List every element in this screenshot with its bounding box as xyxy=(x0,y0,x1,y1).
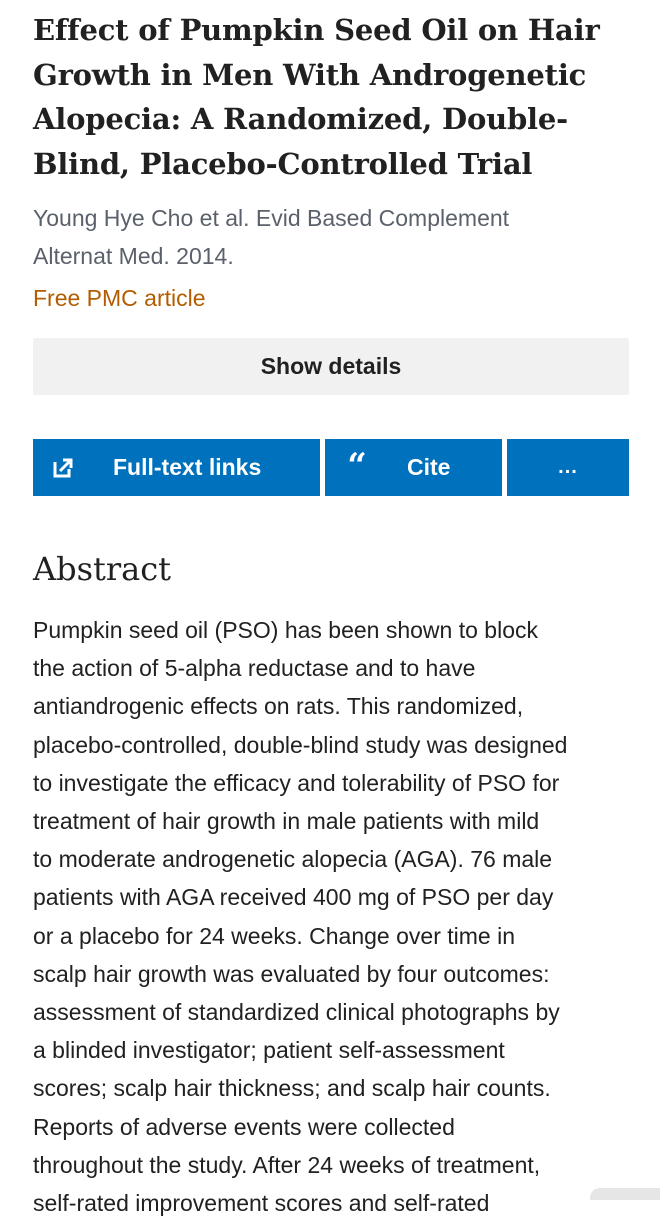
full-text-links-label: Full-text links xyxy=(113,454,262,480)
abstract-line: scores; scalp hair thickness; and scalp hair counts. xyxy=(33,1075,551,1102)
abstract-line: scalp hair growth was evaluated by four outcomes: xyxy=(33,960,550,987)
article-citation xyxy=(33,199,633,275)
abstract-line: Pumpkin seed oil (PSO) has been shown to block xyxy=(33,617,538,643)
article-title xyxy=(33,8,633,186)
action-bar xyxy=(33,439,629,496)
scroll-indicator[interactable] xyxy=(590,1188,660,1200)
abstract-line: treatment of hair growth in male patients with mild xyxy=(33,808,540,835)
full-text-links-button[interactable] xyxy=(33,439,320,496)
abstract-heading: Abstract xyxy=(33,550,172,588)
cite-label: Cite xyxy=(407,454,451,480)
show-details-button[interactable]: Show details xyxy=(33,338,629,395)
article-title-line: Growth in Men With Androgenetic xyxy=(33,57,587,92)
abstract-text xyxy=(33,611,633,1222)
citation-line: Young Hye Cho et al. Evid Based Complement xyxy=(33,205,510,231)
article-title-line: Effect of Pumpkin Seed Oil on Hair xyxy=(33,13,600,47)
abstract-line: the action of 5-alpha reductase and to have xyxy=(33,655,476,682)
abstract-line: Reports of adverse events were collected xyxy=(33,1113,455,1140)
abstract-line: placebo-controlled, double-blind study was designed xyxy=(33,731,568,758)
citation-line: Alternat Med. 2014. xyxy=(33,243,234,269)
abstract-line: a blinded investigator; patient self-assessment xyxy=(33,1037,505,1064)
cite-button[interactable] xyxy=(325,439,502,496)
external-link-icon xyxy=(52,457,74,479)
abstract-line: self-rated improvement scores and self-rated xyxy=(33,1190,490,1217)
more-actions-label: ... xyxy=(558,456,578,478)
quote-icon: “ xyxy=(347,446,367,486)
free-pmc-article-link[interactable]: Free PMC article xyxy=(33,285,206,311)
abstract-line: patients with AGA received 400 mg of PSO per day xyxy=(33,884,554,911)
article-title-line: Alopecia: A Randomized, Double- xyxy=(33,102,568,136)
abstract-line: throughout the study. After 24 weeks of treatment, xyxy=(33,1151,541,1178)
article-title-line: Blind, Placebo-Controlled Trial xyxy=(33,146,533,181)
abstract-line: or a placebo for 24 weeks. Change over time in xyxy=(33,922,515,949)
abstract-line: assessment of standardized clinical photographs by xyxy=(33,999,560,1026)
abstract-line: to moderate androgenetic alopecia (AGA). 76 male xyxy=(33,846,553,873)
more-actions-button[interactable] xyxy=(507,439,629,496)
abstract-line: to investigate the efficacy and tolerability of PSO for xyxy=(33,769,560,796)
abstract-line: antiandrogenic effects on rats. This randomized, xyxy=(33,693,524,720)
